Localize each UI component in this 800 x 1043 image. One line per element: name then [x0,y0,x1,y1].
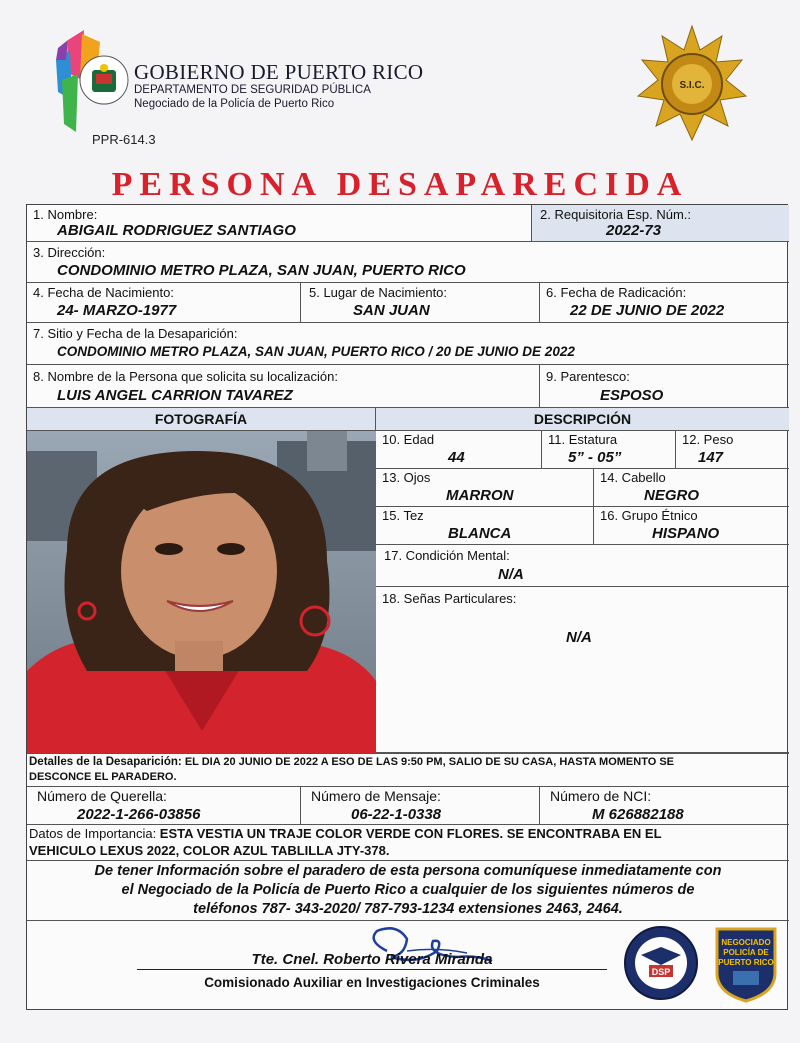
details-line1: EL DIA 20 JUNIO DE 2022 A ESO DE LAS 9:50 PM, SALIO DE SU CASA, HASTA MOMENTO SE [181,756,675,768]
nci-number-value: M 626882188 [592,806,684,823]
weight-cell [676,431,789,469]
distinguishing-marks-cell [376,587,789,753]
height-label: 11. Estatura [548,432,618,447]
birthplace-value: SAN JUAN [353,302,430,319]
distinguishing-marks-value: N/A [566,629,592,646]
hair-label: 14. Cabello [600,470,666,485]
notice-line3: teléfonos 787- 343-2020/ 787-793-1234 extensiones 2463, 2464. [193,901,623,917]
signer-name: Tte. Cnel. Roberto Rivera Miranda [251,951,493,968]
bureau-seal-line1: NEGOCIADO [721,938,771,947]
signer-title: Comisionado Auxiliar en Investigaciones Criminales [204,975,540,990]
important-data-cell [27,825,789,861]
relationship-cell [540,365,789,408]
name-cell [27,205,532,242]
form-code: PPR-614.3 [92,132,156,147]
eyes-label: 13. Ojos [382,470,431,485]
notice-line2: el Negociado de la Policía de Puerto Rico a cualquier de los siguientes números de [121,882,695,898]
bureau-seal-line2: POLICÍA DE [723,948,769,957]
birthdate-cell [27,283,301,323]
page-title: PERSONA DESAPARECIDA [111,166,689,203]
requester-label: 8. Nombre de la Persona que solicita su localización: [33,369,338,384]
address-label: 3. Dirección: [33,245,106,260]
bureau-title: Negociado de la Policía de Puerto Rico [134,98,335,110]
missing-person-photo [27,431,376,753]
requisition-label: 2. Requisitoria Esp. Núm.: [540,207,692,222]
eyes-value: MARRON [446,487,514,504]
message-number-value: 06-22-1-0338 [351,806,442,823]
weight-label: 12. Peso [682,432,734,447]
requester-value: LUIS ANGEL CARRION TAVAREZ [57,387,293,404]
age-label: 10. Edad [382,432,435,447]
hair-value: NEGRO [644,487,700,504]
description-header: DESCRIPCIÓN [376,408,789,431]
important-data-label: Datos de Importancia: [29,826,157,841]
age-value: 44 [448,449,465,466]
distinguishing-marks-label: 18. Señas Particulares: [382,591,517,606]
weight-value: 147 [698,449,724,466]
filing-date-label: 6. Fecha de Radicación: [546,285,687,300]
department-title: DEPARTAMENTO DE SEGURIDAD PÚBLICA [134,84,371,96]
badge-label: S.I.C. [679,80,705,91]
address-value: CONDOMINIO METRO PLAZA, SAN JUAN, PUERTO RICO [57,262,466,279]
complaint-number-label: Número de Querella: [37,788,167,804]
disappearance-place-value: CONDOMINIO METRO PLAZA, SAN JUAN, PUERTO RICO / 20 DE JUNIO DE 2022 [57,344,575,359]
disappearance-place-label: 7. Sitio y Fecha de la Desaparición: [33,326,238,341]
dsp-seal-label: DSP [651,967,671,977]
message-number-label: Número de Mensaje: [311,788,441,804]
sic-badge-seal [636,24,748,146]
height-value: 5” - 05” [568,449,622,466]
address-cell [27,242,789,283]
birthdate-label: 4. Fecha de Nacimiento: [33,285,174,300]
disappearance-details-cell [27,753,789,787]
requester-cell [27,365,540,408]
hair-cell [594,469,789,507]
notice-line1: De tener Información sobre el paradero de esta persona comuníquese inmediatamente con [94,863,722,879]
complaint-number-value: 2022-1-266-03856 [77,806,201,823]
relationship-label: 9. Parentesco: [546,369,630,384]
police-bureau-seal [711,923,781,1003]
birthplace-cell [301,283,540,323]
important-data-line2: VEHICULO LEXUS 2022, COLOR AZUL TABLILLA JTY-378. [29,843,390,858]
mental-condition-value: N/A [498,566,524,583]
complexion-cell [376,507,594,545]
name-label: 1. Nombre: [33,207,98,222]
details-label: Detalles de la Desaparición: [29,756,182,768]
eyes-cell [376,469,594,507]
complexion-label: 15. Tez [382,508,424,523]
missing-person-form [26,204,788,1010]
message-number-cell [301,787,540,825]
complaint-number-cell [27,787,301,825]
contact-notice-cell [27,861,789,921]
ethnic-group-label: 16. Grupo Étnico [600,508,698,523]
filing-date-cell [540,283,789,323]
details-line2: DESCONCE EL PARADERO. [29,771,177,783]
requisition-cell [532,205,789,242]
relationship-value: ESPOSO [600,387,664,404]
dsp-seal [623,925,699,1001]
government-logo [48,20,134,140]
filing-date-value: 22 DE JUNIO DE 2022 [570,302,725,319]
important-data-line1: ESTA VESTIA UN TRAJE COLOR VERDE CON FLORES. SE ENCONTRABA EN EL [156,826,662,841]
birthdate-value: 24- MARZO-1977 [57,302,177,319]
nci-number-cell [540,787,789,825]
height-cell [542,431,676,469]
mental-condition-cell [376,545,789,587]
ethnic-group-value: HISPANO [652,525,720,542]
photo-header: FOTOGRAFÍA [27,408,376,431]
complexion-value: BLANCA [448,525,512,542]
age-cell [376,431,542,469]
ethnic-group-cell [594,507,789,545]
disappearance-place-cell [27,323,789,365]
nci-number-label: Número de NCI: [550,788,652,804]
name-value: ABIGAIL RODRIGUEZ SANTIAGO [57,222,296,239]
government-title: GOBIERNO DE PUERTO RICO [134,60,424,84]
bureau-seal-line3: PUERTO RICO [718,958,774,967]
mental-condition-label: 17. Condición Mental: [384,548,510,563]
birthplace-label: 5. Lugar de Nacimiento: [309,285,448,300]
requisition-value: 2022-73 [606,222,662,239]
